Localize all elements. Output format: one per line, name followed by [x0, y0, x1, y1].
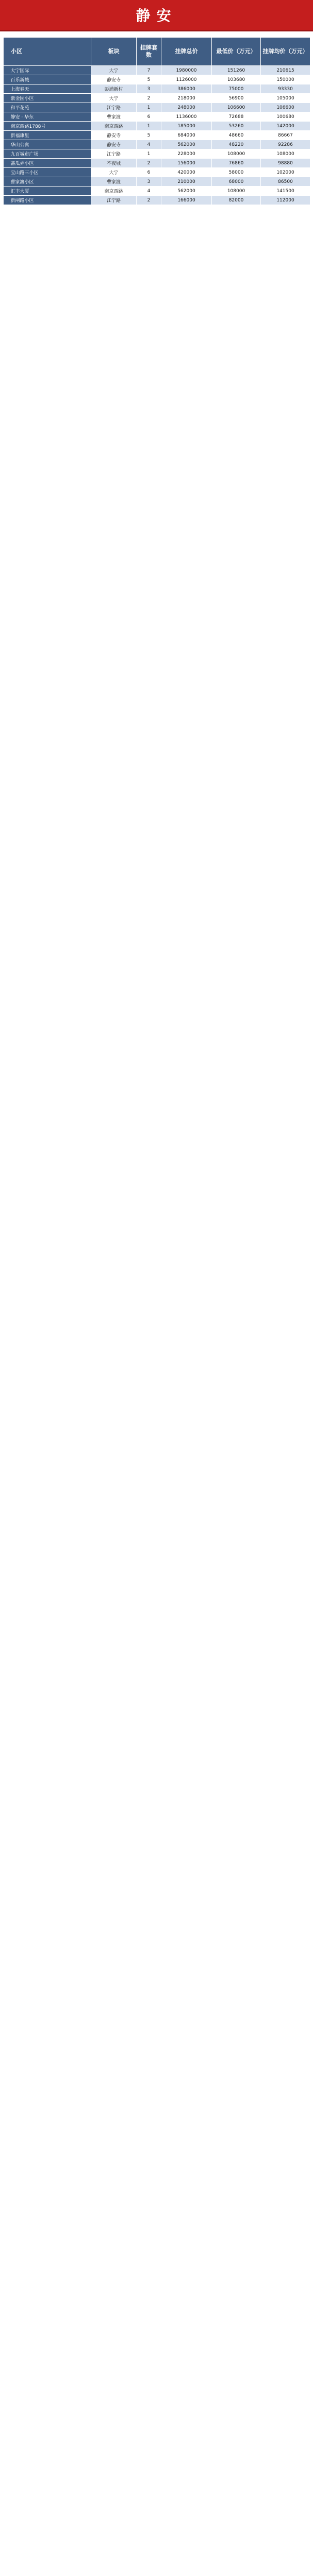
- table-row: [4, 94, 310, 103]
- column-header-min-price: 最低价（万元）: [212, 38, 261, 66]
- min-price-cell: 58000: [212, 168, 261, 177]
- table-row: [4, 122, 310, 131]
- min-price-cell: 68000: [212, 177, 261, 187]
- total-price-cell: 1126000: [161, 75, 212, 84]
- table-row: [4, 196, 310, 205]
- min-price-cell: 108000: [212, 149, 261, 159]
- community-cell: 南京西路1788号: [4, 122, 91, 131]
- avg-price-cell: 112000: [261, 196, 310, 205]
- page-title: 静安: [136, 7, 177, 24]
- table-row: [4, 75, 310, 84]
- area-cell: 曹家渡: [91, 177, 137, 187]
- min-price-cell: 72688: [212, 112, 261, 122]
- count-cell: 2: [137, 196, 161, 205]
- community-cell: 紫金园小区: [4, 94, 91, 103]
- area-cell: 静安寺: [91, 140, 137, 149]
- table-row: [4, 159, 310, 168]
- avg-price-cell: 100680: [261, 112, 310, 122]
- total-price-cell: 210000: [161, 177, 212, 187]
- community-cell: 新福康里: [4, 131, 91, 140]
- total-price-cell: 684000: [161, 131, 212, 140]
- avg-price-cell: 108000: [261, 149, 310, 159]
- area-cell: 南京西路: [91, 122, 137, 131]
- listing-table-container: [3, 37, 310, 205]
- min-price-cell: 48660: [212, 131, 261, 140]
- avg-price-cell: 141500: [261, 187, 310, 196]
- area-cell: 江宁路: [91, 103, 137, 112]
- area-cell: 静安寺: [91, 75, 137, 84]
- count-cell: 2: [137, 94, 161, 103]
- total-price-cell: 248000: [161, 103, 212, 112]
- community-cell: 汇丰大厦: [4, 187, 91, 196]
- avg-price-cell: 102000: [261, 168, 310, 177]
- table-row: [4, 103, 310, 112]
- table-header-row: [4, 38, 310, 66]
- community-cell: 曹家渡小区: [4, 177, 91, 187]
- table-body: [4, 66, 310, 205]
- total-price-cell: 386000: [161, 84, 212, 94]
- area-cell: 江宁路: [91, 196, 137, 205]
- min-price-cell: 82000: [212, 196, 261, 205]
- title-divider: [0, 30, 313, 31]
- min-price-cell: 48220: [212, 140, 261, 149]
- count-cell: 4: [137, 140, 161, 149]
- table-row: [4, 187, 310, 196]
- min-price-cell: 75000: [212, 84, 261, 94]
- avg-price-cell: 92286: [261, 140, 310, 149]
- avg-price-cell: 106600: [261, 103, 310, 112]
- count-cell: 2: [137, 159, 161, 168]
- total-price-cell: 1980000: [161, 66, 212, 75]
- column-header-avg-price: 挂牌均价（万元）: [261, 38, 310, 66]
- community-cell: 九百城市广场: [4, 149, 91, 159]
- avg-price-cell: 86500: [261, 177, 310, 187]
- table-row: [4, 149, 310, 159]
- min-price-cell: 53260: [212, 122, 261, 131]
- total-price-cell: 562000: [161, 187, 212, 196]
- avg-price-cell: 93330: [261, 84, 310, 94]
- total-price-cell: 185000: [161, 122, 212, 131]
- min-price-cell: 56900: [212, 94, 261, 103]
- area-cell: 曹家渡: [91, 112, 137, 122]
- community-cell: 百乐新城: [4, 75, 91, 84]
- total-price-cell: 228000: [161, 149, 212, 159]
- community-cell: 上海春天: [4, 84, 91, 94]
- area-cell: 大宁: [91, 94, 137, 103]
- community-cell: 静安 · 华东: [4, 112, 91, 122]
- total-price-cell: 166000: [161, 196, 212, 205]
- community-cell: 宝山路三小区: [4, 168, 91, 177]
- area-cell: 大宁: [91, 168, 137, 177]
- table-row: [4, 168, 310, 177]
- count-cell: 1: [137, 149, 161, 159]
- avg-price-cell: 98880: [261, 159, 310, 168]
- community-cell: 新闸路小区: [4, 196, 91, 205]
- count-cell: 1: [137, 122, 161, 131]
- community-cell: 和平花苑: [4, 103, 91, 112]
- min-price-cell: 76860: [212, 159, 261, 168]
- avg-price-cell: 150000: [261, 75, 310, 84]
- table-row: [4, 131, 310, 140]
- avg-price-cell: 210615: [261, 66, 310, 75]
- column-header-community: 小区: [4, 38, 91, 66]
- area-cell: 大宁: [91, 66, 137, 75]
- table-row: [4, 112, 310, 122]
- area-cell: 静安寺: [91, 131, 137, 140]
- community-cell: 华山公寓: [4, 140, 91, 149]
- column-header-total: 挂牌总价: [161, 38, 212, 66]
- count-cell: 6: [137, 168, 161, 177]
- total-price-cell: 562000: [161, 140, 212, 149]
- count-cell: 3: [137, 177, 161, 187]
- count-cell: 6: [137, 112, 161, 122]
- min-price-cell: 151260: [212, 66, 261, 75]
- count-cell: 5: [137, 75, 161, 84]
- total-price-cell: 156000: [161, 159, 212, 168]
- listing-table: [3, 37, 310, 205]
- area-cell: 不夜城: [91, 159, 137, 168]
- total-price-cell: 1136000: [161, 112, 212, 122]
- total-price-cell: 420000: [161, 168, 212, 177]
- min-price-cell: 108000: [212, 187, 261, 196]
- count-cell: 4: [137, 187, 161, 196]
- avg-price-cell: 142000: [261, 122, 310, 131]
- avg-price-cell: 86667: [261, 131, 310, 140]
- title-bar: [0, 0, 313, 30]
- table-row: [4, 140, 310, 149]
- count-cell: 5: [137, 131, 161, 140]
- table-row: [4, 84, 310, 94]
- table-row: [4, 177, 310, 187]
- area-cell: 彭浦新村: [91, 84, 137, 94]
- count-cell: 7: [137, 66, 161, 75]
- count-cell: 1: [137, 103, 161, 112]
- min-price-cell: 103680: [212, 75, 261, 84]
- area-cell: 南京西路: [91, 187, 137, 196]
- column-header-count: 挂牌套数: [137, 38, 161, 66]
- min-price-cell: 106600: [212, 103, 261, 112]
- count-cell: 3: [137, 84, 161, 94]
- community-cell: 蕃瓜弄小区: [4, 159, 91, 168]
- avg-price-cell: 105000: [261, 94, 310, 103]
- area-cell: 江宁路: [91, 149, 137, 159]
- table-row: [4, 66, 310, 75]
- community-cell: 大宁国际: [4, 66, 91, 75]
- column-header-area: 板块: [91, 38, 137, 66]
- total-price-cell: 218000: [161, 94, 212, 103]
